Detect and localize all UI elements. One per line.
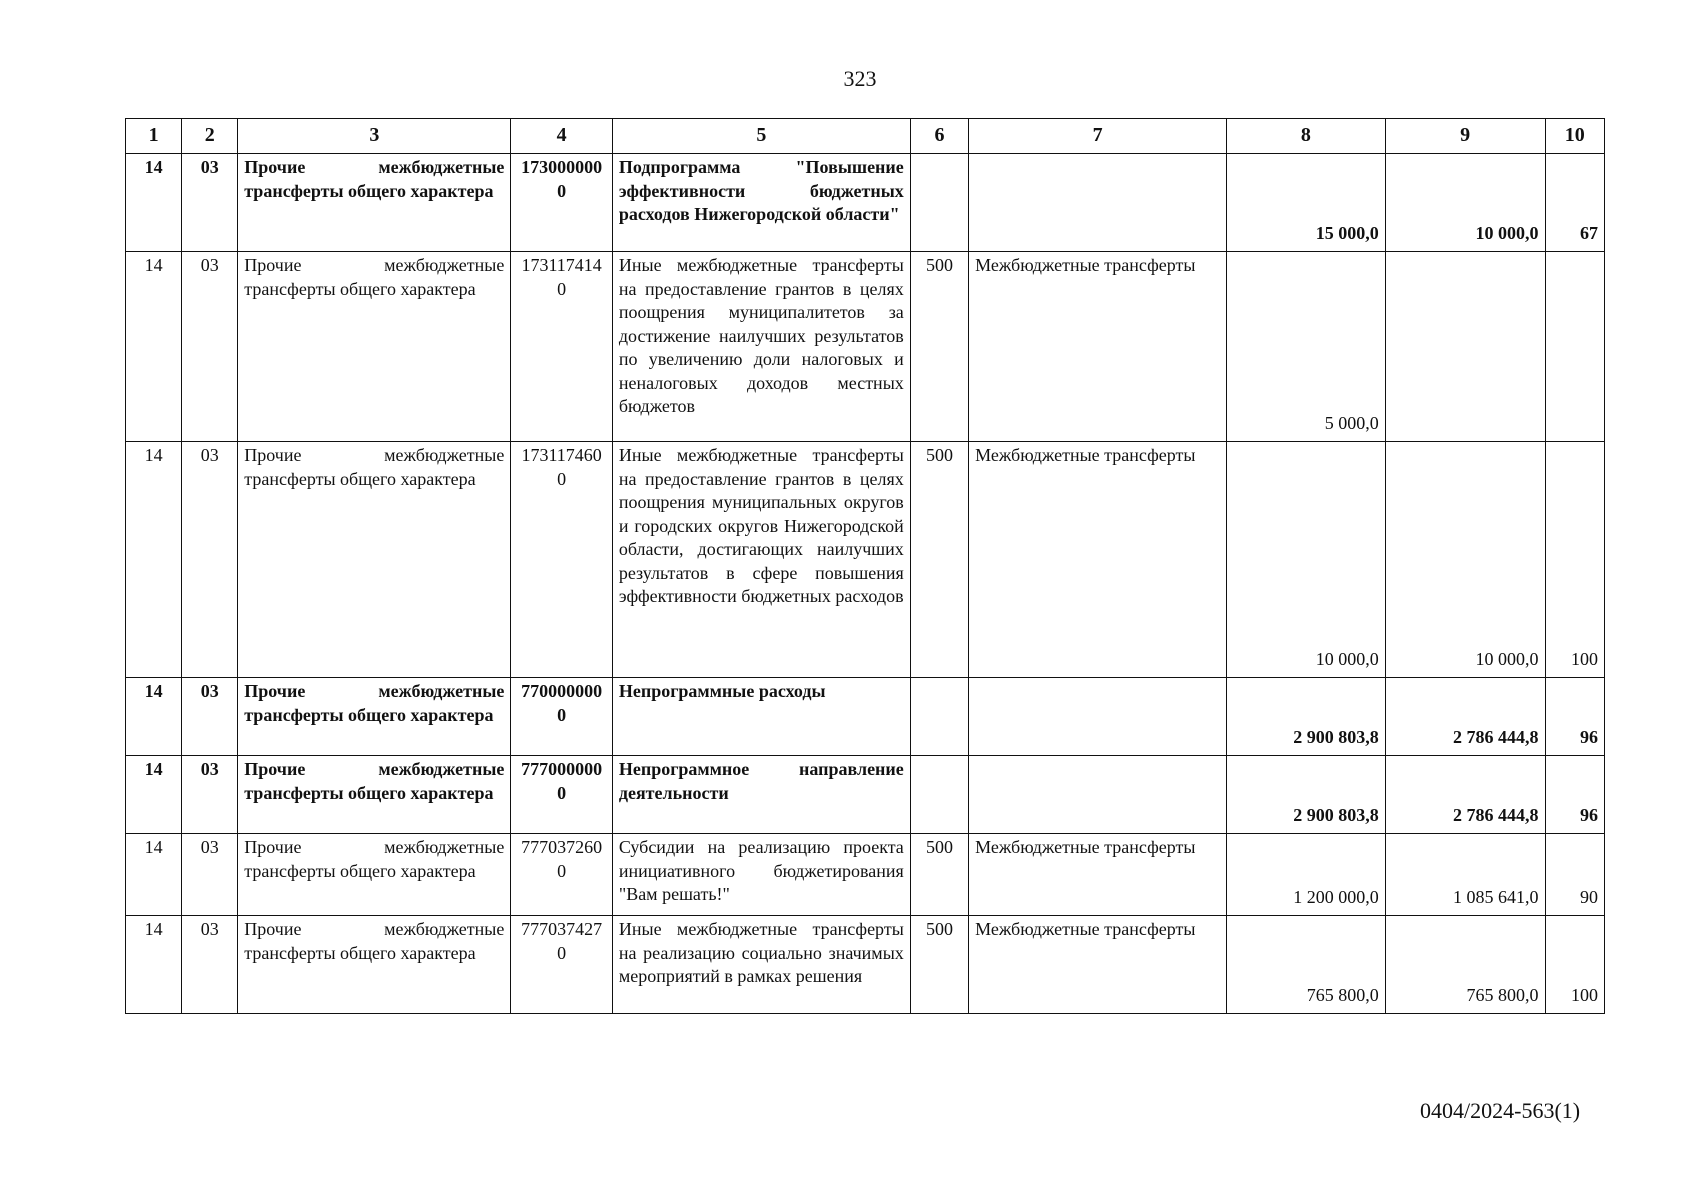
cell-percent: 96: [1545, 756, 1604, 834]
header-col-6: 6: [910, 119, 968, 154]
cell-description: Иные межбюджетные трансферты на предоставление грантов в целях поощрения муниципалитетов за достижение наилучших результатов по увеличению доли налоговых и неналоговых доходов местных бюджетов: [612, 252, 910, 442]
cell-expense-type-name: Межбюджетные трансферты: [969, 442, 1227, 678]
cell-section-name: Прочие межбюджетные трансферты общего характера: [238, 442, 511, 678]
budget-table: [125, 118, 1605, 1014]
cell-section: 14: [126, 678, 182, 756]
cell-subsection: 03: [182, 154, 238, 252]
cell-subsection: 03: [182, 834, 238, 916]
page-number: 323: [843, 66, 877, 91]
table-row: [126, 442, 1605, 678]
cell-planned: 2 900 803,8: [1227, 756, 1386, 834]
cell-planned: 10 000,0: [1227, 442, 1386, 678]
cell-section: 14: [126, 252, 182, 442]
cell-section-name: Прочие межбюджетные трансферты общего характера: [238, 916, 511, 1014]
table-row: [126, 154, 1605, 252]
cell-expense-type-name: Межбюджетные трансферты: [969, 916, 1227, 1014]
cell-expense-type-name: [969, 756, 1227, 834]
cell-target-code: 7770372600: [511, 834, 612, 916]
cell-percent: [1545, 252, 1604, 442]
cell-expense-type-name: [969, 678, 1227, 756]
cell-executed: 765 800,0: [1385, 916, 1545, 1014]
cell-percent: 100: [1545, 442, 1604, 678]
cell-description: Подпрограмма "Повышение эффективности бюджетных расходов Нижегородской области": [612, 154, 910, 252]
cell-planned: 2 900 803,8: [1227, 678, 1386, 756]
cell-section-name: Прочие межбюджетные трансферты общего характера: [238, 252, 511, 442]
cell-target-code: 7700000000: [511, 678, 612, 756]
cell-percent: 67: [1545, 154, 1604, 252]
header-col-4: 4: [511, 119, 612, 154]
cell-planned: 1 200 000,0: [1227, 834, 1386, 916]
cell-expense-type: 500: [910, 252, 968, 442]
cell-target-code: 1731174140: [511, 252, 612, 442]
cell-expense-type-name: [969, 154, 1227, 252]
cell-section-name: Прочие межбюджетные трансферты общего характера: [238, 678, 511, 756]
cell-target-code: 1731174600: [511, 442, 612, 678]
cell-subsection: 03: [182, 756, 238, 834]
cell-executed: 2 786 444,8: [1385, 678, 1545, 756]
cell-expense-type: [910, 678, 968, 756]
table-row: [126, 252, 1605, 442]
cell-executed: [1385, 252, 1545, 442]
cell-target-code: 7770000000: [511, 756, 612, 834]
cell-description: Непрограммные расходы: [612, 678, 910, 756]
cell-target-code: 7770374270: [511, 916, 612, 1014]
cell-section-name: Прочие межбюджетные трансферты общего характера: [238, 154, 511, 252]
cell-planned: 5 000,0: [1227, 252, 1386, 442]
cell-description: Иные межбюджетные трансферты на предоставление грантов в целях поощрения муниципальных округов и городских округов Нижегородской области, достигающих наилучших результатов в сфере повышения эффективности бюджетных расходов: [612, 442, 910, 678]
cell-executed: 10 000,0: [1385, 154, 1545, 252]
cell-description: Непрограммное направление деятельности: [612, 756, 910, 834]
cell-subsection: 03: [182, 678, 238, 756]
header-col-3: 3: [238, 119, 511, 154]
header-col-5: 5: [612, 119, 910, 154]
cell-section: 14: [126, 154, 182, 252]
cell-expense-type: [910, 154, 968, 252]
table-row: [126, 834, 1605, 916]
cell-section-name: Прочие межбюджетные трансферты общего характера: [238, 834, 511, 916]
cell-section: 14: [126, 834, 182, 916]
cell-subsection: 03: [182, 916, 238, 1014]
cell-executed: 1 085 641,0: [1385, 834, 1545, 916]
header-col-7: 7: [969, 119, 1227, 154]
document-code: 0404/2024-563(1): [1420, 1098, 1581, 1123]
cell-executed: 10 000,0: [1385, 442, 1545, 678]
cell-percent: 96: [1545, 678, 1604, 756]
header-col-1: 1: [126, 119, 182, 154]
cell-subsection: 03: [182, 252, 238, 442]
cell-expense-type-name: Межбюджетные трансферты: [969, 252, 1227, 442]
cell-planned: 765 800,0: [1227, 916, 1386, 1014]
cell-expense-type: 500: [910, 916, 968, 1014]
table-row: [126, 678, 1605, 756]
header-col-10: 10: [1545, 119, 1604, 154]
table-row: [126, 756, 1605, 834]
header-col-9: 9: [1385, 119, 1545, 154]
header-col-2: 2: [182, 119, 238, 154]
cell-subsection: 03: [182, 442, 238, 678]
cell-description: Субсидии на реализацию проекта инициативного бюджетирования "Вам решать!": [612, 834, 910, 916]
cell-percent: 100: [1545, 916, 1604, 1014]
cell-expense-type: 500: [910, 442, 968, 678]
cell-section: 14: [126, 756, 182, 834]
header-row: [126, 119, 1605, 154]
cell-percent: 90: [1545, 834, 1604, 916]
cell-section: 14: [126, 916, 182, 1014]
cell-description: Иные межбюджетные трансферты на реализацию социально значимых мероприятий в рамках решения: [612, 916, 910, 1014]
cell-expense-type: [910, 756, 968, 834]
cell-target-code: 1730000000: [511, 154, 612, 252]
cell-executed: 2 786 444,8: [1385, 756, 1545, 834]
header-col-8: 8: [1227, 119, 1386, 154]
cell-expense-type: 500: [910, 834, 968, 916]
cell-section-name: Прочие межбюджетные трансферты общего характера: [238, 756, 511, 834]
table-row: [126, 916, 1605, 1014]
cell-planned: 15 000,0: [1227, 154, 1386, 252]
cell-expense-type-name: Межбюджетные трансферты: [969, 834, 1227, 916]
cell-section: 14: [126, 442, 182, 678]
